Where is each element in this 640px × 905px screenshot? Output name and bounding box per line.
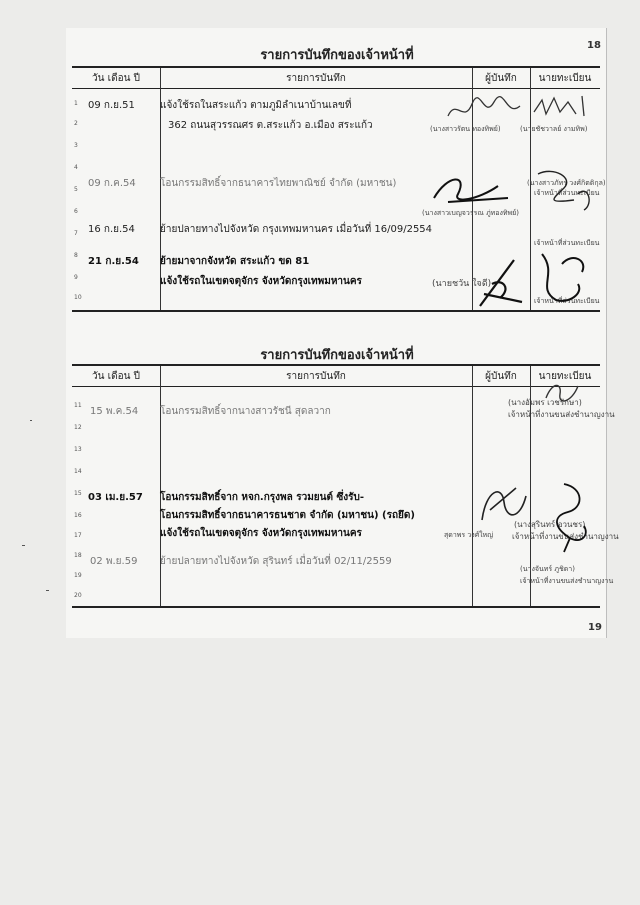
header-entry: รายการบันทึก bbox=[286, 371, 346, 382]
row-number: 9 bbox=[74, 274, 78, 281]
header-date: วัน เดือน ปี bbox=[92, 73, 140, 84]
row-number: 18 bbox=[74, 552, 82, 559]
row-number: 14 bbox=[74, 468, 82, 475]
row-number: 5 bbox=[74, 186, 78, 193]
top-table-header bbox=[72, 68, 600, 89]
column-divider bbox=[530, 68, 531, 310]
entry-date: 02 พ.ย.59 bbox=[90, 556, 138, 567]
row-number: 15 bbox=[74, 490, 82, 497]
row-number: 17 bbox=[74, 532, 82, 539]
entry-text-line: โอนกรรมสิทธิ์จากนางสาวรัชนี สุดลวาก bbox=[160, 406, 331, 417]
entry-text-line: แจ้งใช้รถในเขตจตุจักร จังหวัดกรุงเทพมหานคร bbox=[160, 528, 362, 539]
row-number: 20 bbox=[74, 592, 82, 599]
top-record-panel bbox=[72, 32, 606, 312]
entry-date: 09 ก.ค.54 bbox=[88, 178, 136, 189]
entry-text-line: ย้ายมาจากจังหวัด สระแก้ว ขด 81 bbox=[160, 256, 310, 267]
entry-text-line: แจ้งใช้รถในเขตจตุจักร จังหวัดกรุงเทพมหานคร bbox=[160, 276, 362, 287]
row-number: 13 bbox=[74, 446, 82, 453]
scan-speck bbox=[46, 590, 49, 591]
row-number: 12 bbox=[74, 424, 82, 431]
bottom-record-table bbox=[72, 364, 619, 608]
row-number: 16 bbox=[74, 512, 82, 519]
registrar-signature bbox=[532, 244, 598, 308]
scan-speck bbox=[30, 420, 32, 421]
entry-text-line: โอนกรรมสิทธิ์จากธนาคารไทยพาณิชย์ จำกัด (มหาชน) bbox=[160, 178, 397, 189]
registrar-signature bbox=[542, 380, 582, 404]
registrar-role: เจ้าหน้าที่งานขนส่งชำนาญงาน bbox=[512, 532, 619, 541]
row-number: 4 bbox=[74, 164, 78, 171]
registrar-name: (นางสาวภัทร วงศ์กิตติกุล) bbox=[527, 179, 606, 187]
registrar-signature bbox=[532, 92, 598, 122]
recorder-name: (นางสาวเบญจวรรณ ภู่ทองทิพย์) bbox=[422, 209, 519, 217]
recorder-name: (นายชวัน ใจดี) bbox=[432, 279, 492, 289]
header-registrar: นายทะเบียน bbox=[538, 73, 592, 84]
recorder-signature bbox=[472, 254, 528, 310]
row-number: 1 bbox=[74, 100, 78, 107]
column-divider bbox=[160, 366, 161, 606]
row-number: 8 bbox=[74, 252, 78, 259]
row-number: 19 bbox=[74, 572, 82, 579]
recorder-name: สุดาพร วงศ์ใหญ่ bbox=[444, 531, 494, 539]
entry-text-line: 362 ถนนสุวรรณศร ต.สระแก้ว อ.เมือง สระแก้ว bbox=[168, 120, 373, 131]
registrar-name: (นางจันทร์ ภูชิดา) bbox=[520, 565, 575, 573]
entry-text-line: ย้ายปลายทางไปจังหวัด สุรินทร์ เมื่อวันที่ 02/11/2559 bbox=[160, 556, 392, 567]
entry-date: 15 พ.ค.54 bbox=[90, 406, 139, 417]
header-date: วัน เดือน ปี bbox=[92, 371, 140, 382]
entry-date: 21 ก.ย.54 bbox=[88, 256, 139, 267]
row-number: 7 bbox=[74, 230, 78, 237]
row-number: 3 bbox=[74, 142, 78, 149]
column-divider bbox=[472, 366, 473, 606]
entry-text-line: แจ้งใช้รถในสระแก้ว ตามภูมิลำเนาบ้านเลขที่ bbox=[160, 100, 352, 111]
row-number: 6 bbox=[74, 208, 78, 215]
recorder-name: (นางสาวรัตน ทองทิพย์) bbox=[430, 125, 501, 133]
header-entry: รายการบันทึก bbox=[286, 73, 346, 84]
registrar-name: (นายชัชวาลย์ งามทิพ) bbox=[520, 125, 588, 133]
bottom-page-number: 19 bbox=[588, 622, 602, 633]
row-number: 2 bbox=[74, 120, 78, 127]
top-page-number: 18 bbox=[587, 40, 601, 51]
registrar-role: เจ้าหน้าที่งานขนส่งชำนาญงาน bbox=[520, 577, 614, 585]
recorder-signature bbox=[428, 168, 518, 208]
entry-date: 03 เม.ย.57 bbox=[88, 492, 143, 503]
registrar-role: เจ้าหน้าที่ส่วนทะเบียน bbox=[534, 239, 600, 247]
entry-date: 09 ก.ย.51 bbox=[88, 100, 135, 111]
row-number: 11 bbox=[74, 402, 82, 409]
entry-text-line: โอนกรรมสิทธิ์จากธนาคารธนชาต จำกัด (มหาชน) (รถยึด) bbox=[160, 510, 415, 521]
bottom-table-header bbox=[72, 366, 600, 387]
registrar-name: (นางสุรินทร์ อวนชร) bbox=[514, 520, 586, 529]
header-registrar: นายทะเบียน bbox=[538, 371, 592, 382]
registrar-role: เจ้าหน้าที่ส่วนทะเบียน bbox=[534, 297, 600, 305]
recorder-signature bbox=[476, 480, 530, 526]
header-recorder: ผู้บันทึก bbox=[485, 73, 517, 84]
entry-text-line: โอนกรรมสิทธิ์จาก หจก.กรุงพล รวมยนต์ ซึ่งรับ- bbox=[160, 492, 365, 503]
header-recorder: ผู้บันทึก bbox=[485, 371, 517, 382]
scan-speck bbox=[22, 545, 25, 546]
bottom-record-panel bbox=[72, 334, 619, 634]
registrar-name: (นางอัมพร เวชรักษา) bbox=[508, 398, 582, 407]
entry-date: 16 ก.ย.54 bbox=[88, 224, 135, 235]
recorder-signature bbox=[444, 94, 524, 124]
row-number: 10 bbox=[74, 294, 82, 301]
registrar-signature bbox=[534, 478, 594, 554]
registrar-role: เจ้าหน้าที่ส่วนทะเบียน bbox=[534, 189, 600, 197]
top-panel-title: รายการบันทึกของเจ้าหน้าที่ bbox=[260, 48, 414, 63]
registrar-signature bbox=[534, 164, 598, 214]
entry-text-line: ย้ายปลายทางไปจังหวัด กรุงเทพมหานคร เมื่อวันที่ 16/09/2554 bbox=[160, 224, 433, 235]
bottom-panel-title: รายการบันทึกของเจ้าหน้าที่ bbox=[260, 348, 414, 363]
top-record-table bbox=[72, 66, 606, 312]
registrar-role: เจ้าหน้าที่งานขนส่งชำนาญงาน bbox=[508, 410, 615, 419]
